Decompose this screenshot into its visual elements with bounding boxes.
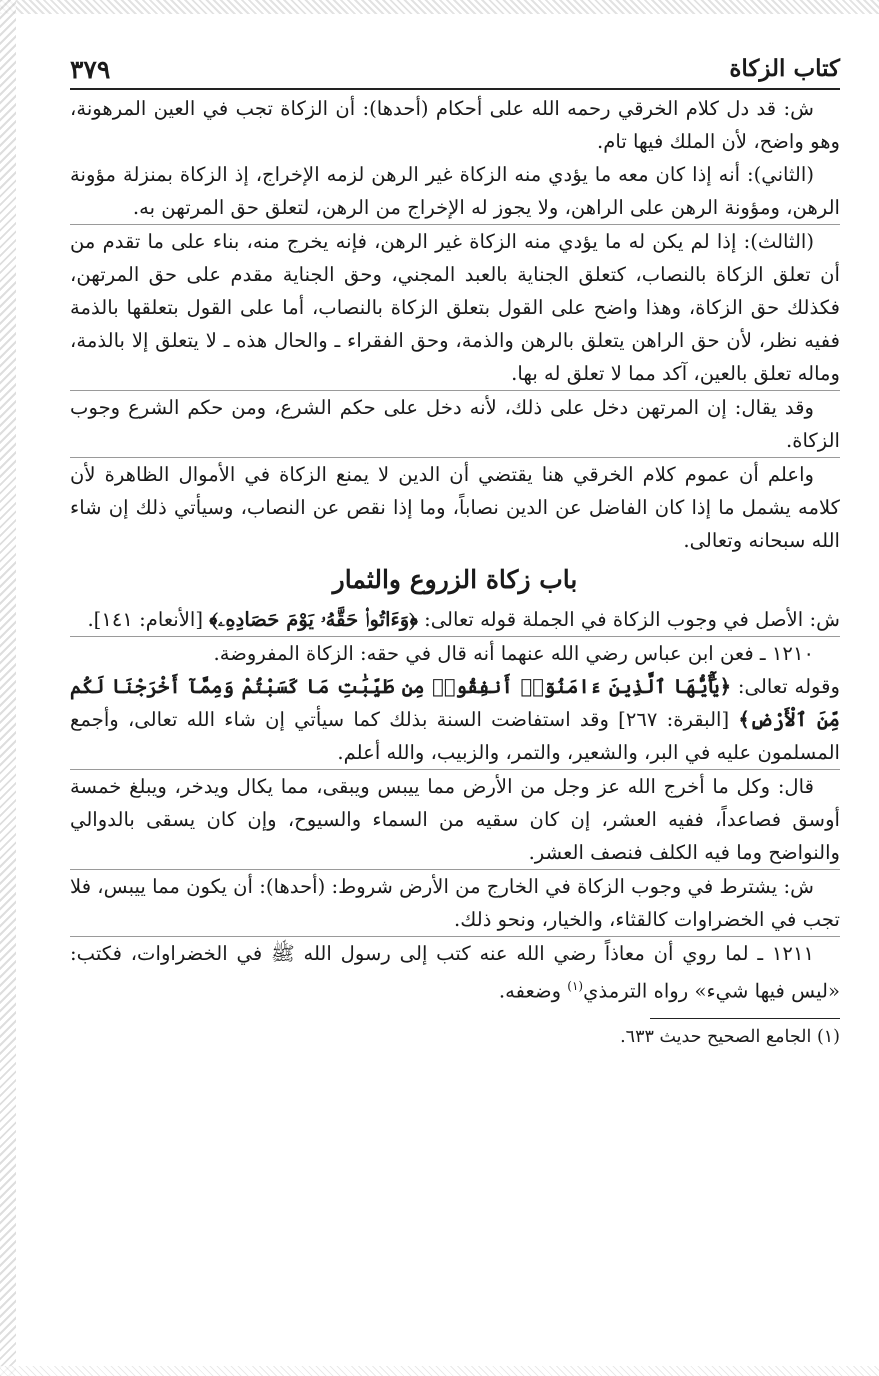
scan-noise-left [0, 0, 16, 1376]
chapter-heading: باب زكاة الزروع والثمار [332, 565, 578, 594]
paragraph-5: واعلم أن عموم كلام الخرقي هنا يقتضي أن الدين لا يمنع الزكاة في الأموال الظاهرة لأن كلامه يشمل ما إذا كان الفاضل عن الدين نصاباً، وما إذا نقص عن النصاب، وسيأتي ذلك إن شاء الله سبحانه وتعالى. [70, 463, 840, 552]
paragraph-3: (الثالث): إذا لم يكن له ما يؤدي منه الزكاة غير الرهن، فإنه يخرج منه، بناء على ما تقدم من أن تعلق الزكاة بالنصاب، كتعلق الجناية بالعبد المجني، وحق الجناية مقدم على حق المرتهن، فكذلك حق الزكاة، وهذا واضح على القول بتعلق الزكاة بالنصاب، أما على القول بتعلقها بالذمة ففيه نظر، لأن حق الراهن يتعلق بالرهن والذمة، وحق الفقراء ـ والحال هذه ـ لا يتعلق إلا بالذمة، وماله تعلق بالعين، آكد مما لا تعلق له بها. [70, 230, 840, 385]
footnote-reference: (١) [567, 979, 584, 993]
page-number: ٣٧٩ [70, 55, 111, 84]
hadith-1210-intro: وقوله تعالى: [731, 675, 840, 698]
page-header [70, 36, 840, 90]
verse-reference: [الأنعام: ١٤١]. [87, 608, 210, 631]
sharh-conditions: ش: يشترط في وجوب الزكاة في الخارج من الأرض شروط: (أحدها): أن يكون مما ييبس، فلا تجب في الخضراوات كالقثاء، والخيار، ونحو ذلك. [70, 875, 840, 931]
sharh-intro-text: ش: الأصل في وجوب الزكاة في الجملة قوله تعالى: [417, 608, 840, 631]
quran-verse: ﴿يَٰٓأَيُّهَا ٱلَّذِينَ ءَامَنُوٓا۟ أَنفِقُوا۟ مِن طَيِّبَٰتِ مَا كَسَبْتُمْ وَمِمَّآ أَخْرَجْنَا لَكُم مِّنَ ٱلْأَرْضِ﴾ [70, 675, 840, 731]
hadith-1211-text: ١٢١١ ـ لما روي أن معاذاً رضي الله عنه كتب إلى رسول الله ﷺ في الخضراوات، فكتب: «ليس فيها شيء» رواه الترمذي [70, 942, 840, 1003]
book-page [70, 36, 840, 1053]
paragraph-4: وقد يقال: إن المرتهن دخل على ذلك، لأنه دخل على حكم الشرع، ومن حكم الشرع وجوب الزكاة. [70, 396, 840, 452]
paragraph-2: (الثاني): أنه إذا كان معه ما يؤدي منه الزكاة غير الرهن لزمه الإخراج، إذ الزكاة بمنزلة مؤونة الرهن، ومؤونة الرهن على الراهن، ولا يجوز له الإخراج من الرهن، لتعلق حق المرتهن به. [70, 163, 840, 219]
hadith-1211 [70, 937, 840, 1008]
quran-verse: ﴿وَءَاتُوا۟ حَقَّهُۥ يَوْمَ حَصَادِهِۦ﴾ [209, 608, 418, 631]
hadith-1210-rest: [البقرة: ٢٦٧] وقد استفاضت السنة بذلك كما سيأتي إن شاء الله تعالى، وأجمع المسلمون عليه في البر، والشعير، والتمر، والزبيب، والله أعلم. [70, 708, 840, 764]
hadith-1210-body [70, 670, 840, 769]
scan-noise-top [0, 0, 879, 14]
hadith-1211-end: وضعفه. [498, 979, 568, 1003]
scan-noise-bottom [0, 1366, 879, 1376]
footnote: (١) الجامع الصحيح حديث ٦٣٣. [620, 1026, 840, 1047]
footnote-rule [650, 1018, 840, 1019]
hadith-1210-line: ١٢١٠ ـ فعن ابن عباس رضي الله عنهما أنه قال في حقه: الزكاة المفروضة. [213, 642, 814, 665]
sharh-intro [70, 603, 840, 636]
paragraph-1: ش: قد دل كلام الخرقي رحمه الله على أحكام (أحدها): أن الزكاة تجب في العين المرهونة، وهو واضح، لأن الملك فيها تام. [70, 97, 840, 153]
book-title: كتاب الزكاة [729, 55, 840, 82]
matn-paragraph: قال: وكل ما أخرج الله عز وجل من الأرض مما ييبس ويبقى، مما يكال ويدخر، ويبلغ خمسة أوسق فصاعداً، ففيه العشر، إن كان سقيه من السماء والسيوح، وإن كان يسقى بالدوالي والنواضح وما فيه الكلف فنصف العشر. [70, 775, 840, 864]
